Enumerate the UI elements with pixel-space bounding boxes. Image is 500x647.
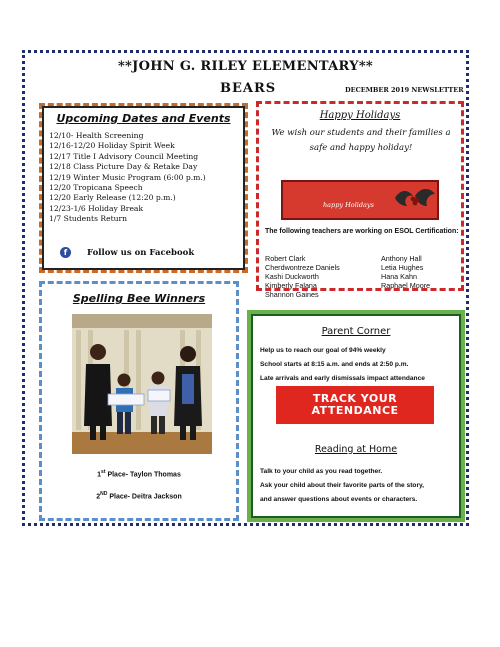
track-line-2: ATTENDANCE: [311, 404, 399, 417]
first-place: 1st Place- Taylon Thomas: [97, 469, 181, 479]
holidays-message: We wish our students and their families a safe and happy holiday!: [271, 128, 451, 153]
teacher-name: [381, 290, 461, 299]
holidays-box: [256, 101, 464, 299]
list-item: 12/19 Winter Music Program (6:00 p.m.): [49, 172, 206, 182]
holiday-banner: [281, 180, 439, 220]
mascot-title: BEARS: [220, 81, 277, 96]
second-place: 2ND Place- Deitra Jackson: [96, 491, 182, 501]
track-line-1: TRACK YOUR: [312, 392, 398, 405]
teacher-name: Raphael Moore: [381, 281, 431, 290]
facebook-icon: f: [60, 247, 71, 258]
list-item: 12/20 Early Release (12:20 p.m.): [49, 193, 176, 203]
attendance-note: Late arrivals and early dismissals impact attendance: [260, 375, 425, 382]
newsletter-page: [22, 50, 469, 526]
holidays-heading: Happy Holidays: [319, 110, 401, 121]
spelling-bee-title: Spelling Bee Winners: [72, 292, 206, 305]
track-attendance-banner: [276, 386, 434, 424]
teacher-name: Anthony Hall: [381, 254, 422, 263]
list-item: 12/20 Tropicana Speech: [49, 183, 143, 193]
teacher-name: Kashi Duckworth: [265, 272, 319, 281]
list-item: 1/7 Students Return: [49, 214, 128, 224]
list-item: 12/18 Class Picture Day & Retake Day: [49, 162, 198, 172]
facebook-link[interactable]: [60, 247, 194, 258]
list-item: 12/10- Health Screening: [49, 131, 144, 140]
events-list: [42, 131, 245, 225]
newsletter-date: DECEMBER 2019 NEWSLETTER: [345, 86, 464, 94]
esol-heading: The following teachers are working on ESOL Certification:: [265, 228, 459, 235]
parent-corner-box: [247, 310, 465, 522]
list-item: 12/17 Title I Advisory Council Meeting: [49, 151, 199, 161]
teacher-name: Cherdwontreze Daniels: [265, 263, 340, 272]
list-item: 12/16-12/20 Holiday Spirit Week: [49, 141, 175, 151]
reading-tip-2: Ask your child about their favorite parts of the story,: [260, 482, 425, 489]
winners-photo: [72, 314, 212, 454]
spelling-bee-box: [39, 281, 239, 521]
teacher-name: Shannon Gaines: [265, 290, 319, 299]
teacher-name: Letia Hughes: [381, 263, 424, 272]
facebook-label: Follow us on Facebook: [87, 247, 195, 258]
list-item: 12/23-1/6 Holiday Break: [49, 203, 144, 213]
reading-tip-1: Talk to your child as you read together.: [260, 468, 383, 475]
reading-at-home-title: Reading at Home: [314, 444, 398, 455]
teacher-name: Kimberly Falana: [265, 281, 317, 290]
attendance-goal: Help us to reach our goal of 94% weekly: [260, 347, 386, 354]
upcoming-events-title: Upcoming Dates and Events: [56, 112, 231, 125]
parent-corner-title: Parent Corner: [321, 326, 391, 337]
school-hours: School starts at 8:15 a.m. and ends at 2:50 p.m.: [260, 361, 409, 368]
school-title: **JOHN G. RILEY ELEMENTARY**: [117, 59, 374, 74]
teacher-list: [265, 254, 460, 299]
upcoming-events-box: [39, 103, 248, 273]
teacher-name: Robert Clark: [265, 254, 306, 263]
teacher-name: Hana Kahn: [381, 272, 417, 281]
reading-tip-3: and answer questions about events or characters.: [260, 496, 418, 503]
holly-icon: [393, 184, 437, 210]
winners-photo-illustration: [72, 314, 212, 454]
banner-text: happy Holidays: [323, 201, 374, 209]
